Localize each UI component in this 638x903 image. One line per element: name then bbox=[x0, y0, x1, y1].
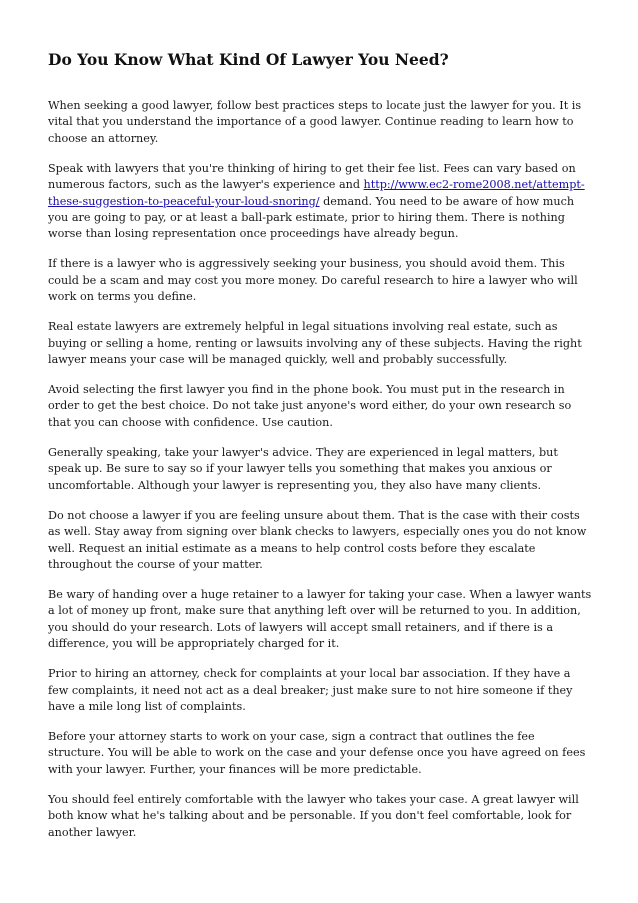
paragraph-real-estate: Real estate lawyers are extremely helpful in legal situations involving real estate, such as buying or selling a home, renting or lawsuits involving any of these subjects. Having the right lawyer means your case will be managed quickly, well and probably successfully. bbox=[48, 320, 582, 367]
paragraph-fees-text-after: demand. You need to be aware of how much you are going to pay, or at least a ball-park estimate, prior to hiring them. There is nothing worse than losing representation once proceedings have already begun. bbox=[48, 194, 575, 241]
paragraph-fees bbox=[48, 161, 593, 243]
document-page bbox=[48, 50, 593, 855]
article-link[interactable]: http://www.ec2-rome2008.net/attempt-these-suggestion-to-peaceful-your-loud-snoring/ bbox=[48, 178, 585, 208]
paragraph-comfortable: You should feel entirely comfortable with the lawyer who takes your case. A great lawyer will both know what he's talking about and be personable. If you don't feel comfortable, look for another lawyer. bbox=[48, 792, 579, 839]
paragraph-aggressive-lawyers: If there is a lawyer who is aggressively seeking your business, you should avoid them. This could be a scam and may cost you more money. Do careful research to hire a lawyer who will work on terms you define. bbox=[48, 257, 578, 304]
paragraph-intro: When seeking a good lawyer, follow best practices steps to locate just the lawyer for you. It is vital that you understand the importance of a good lawyer. Continue reading to learn how to choose an attorney. bbox=[48, 99, 582, 145]
paragraph-advice: Generally speaking, take your lawyer's advice. They are experienced in legal matters, but speak up. Be sure to say so if your lawyer tells you something that makes you anxious or uncomfortable. Although your lawyer is representing you, they also have many clients. bbox=[48, 445, 558, 492]
paragraph-retainer: Be wary of handing over a huge retainer to a lawyer for taking your case. When a lawyer wants a lot of money up front, make sure that anything left over will be returned to you. In addition, you should do your research. Lots of lawyers will accept small retainers, and if there is a difference, you will be appropriately charged for it. bbox=[48, 587, 592, 651]
document-title: Do You Know What Kind Of Lawyer You Need? bbox=[48, 50, 449, 69]
paragraph-contract: Before your attorney starts to work on your case, sign a contract that outlines the fee structure. You will be able to work on the case and your defense once you have agreed on fees with your lawyer. Further, your finances will be more predictable. bbox=[48, 729, 586, 776]
paragraph-complaints: Prior to hiring an attorney, check for complaints at your local bar association. If they have a few complaints, it need not act as a deal breaker; just make sure to not hire someone if they have a mile long list of complaints. bbox=[48, 667, 573, 713]
paragraph-fees-text-before: Speak with lawyers that you're thinking of hiring to get their fee list. Fees can vary based on numerous factors, such as the lawyer's experience and bbox=[48, 161, 576, 192]
paragraph-phone-book: Avoid selecting the first lawyer you find in the phone book. You must put in the research in order to get the best choice. Do not take just anyone's word either, do your own research so that you can choose with confidence. Use caution. bbox=[48, 383, 572, 429]
paragraph-unsure: Do not choose a lawyer if you are feeling unsure about them. That is the case with their costs as well. Stay away from signing over blank checks to lawyers, especially ones you do not know well. Request an initial estimate as a means to help control costs before they escalate throughout the course of your matter. bbox=[48, 508, 587, 571]
